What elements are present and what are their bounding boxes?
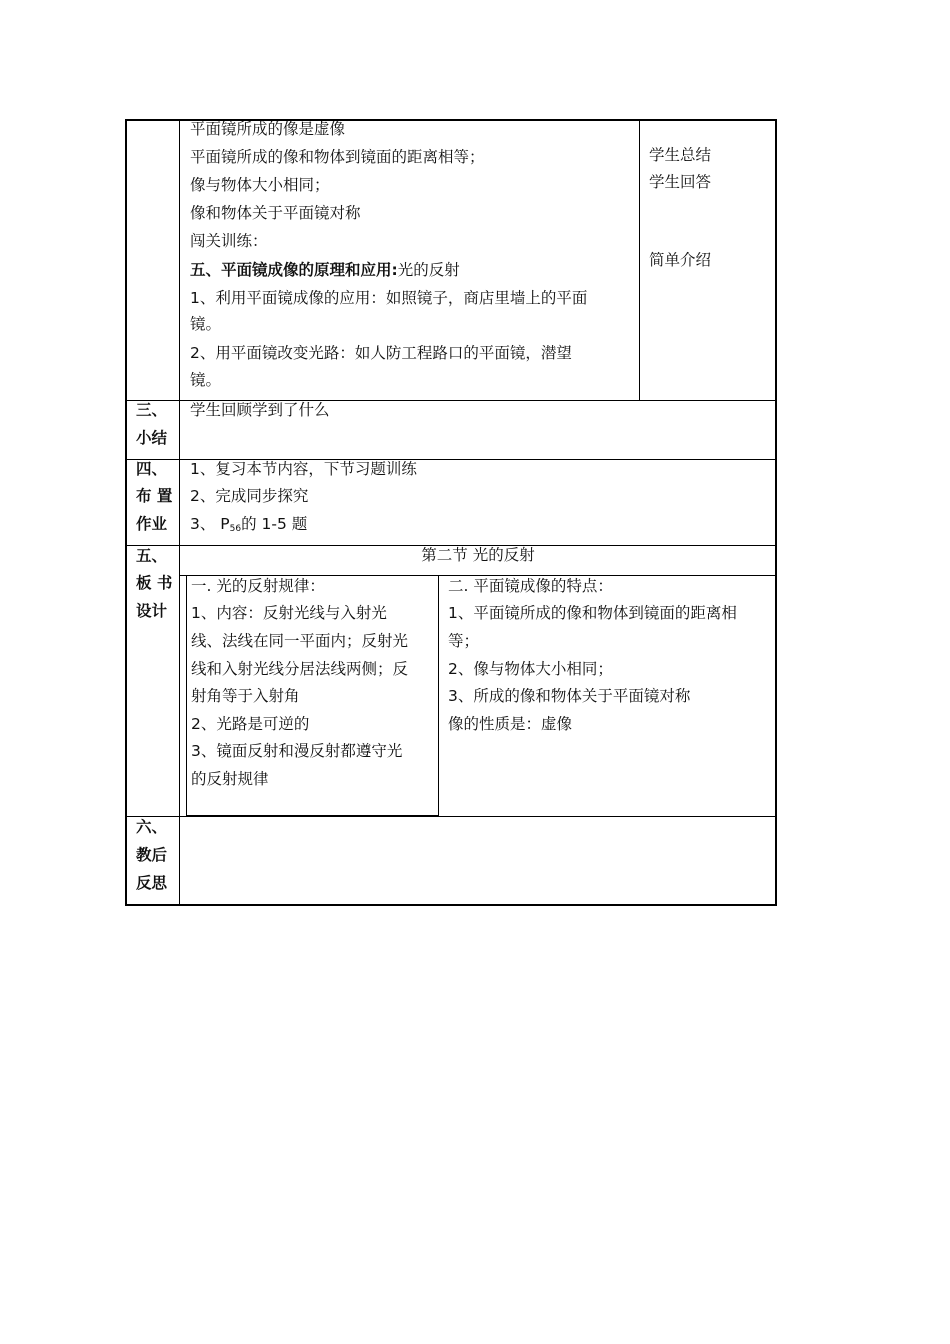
board-right-line: 2、像与物体大小相同；	[448, 660, 613, 678]
row-label: 六、	[136, 818, 168, 836]
board-title: 第二节 光的反射	[421, 546, 535, 564]
homework-item3-subscript: 56	[229, 524, 242, 534]
content-line: 2、用平面镜改变光路：如人防工程路口的平面镜，潜望	[190, 344, 572, 362]
notes-column-divider	[639, 119, 640, 401]
label-column-divider	[179, 119, 180, 906]
board-middle-divider	[438, 575, 439, 816]
board-right-line: 1、平面镜所成的像和物体到镜面的距离相	[448, 604, 737, 622]
content-line: 镜。	[190, 371, 222, 389]
board-right-line: 3、所成的像和物体关于平面镜对称	[448, 687, 691, 705]
row-label: 三、	[136, 401, 168, 419]
homework-item3-suffix: 的 1-5 题	[241, 515, 308, 533]
content-line: 像和物体关于平面镜对称	[190, 204, 361, 222]
board-left-line: 的反射规律	[191, 770, 269, 788]
section-heading-rest: 光的反射	[397, 261, 460, 279]
board-left-line: 2、光路是可逆的	[191, 715, 310, 733]
board-left-line: 3、镜面反射和漫反射都遵守光	[191, 742, 403, 760]
content-line: 1、利用平面镜成像的应用：如照镜子，商店里墙上的平面	[190, 289, 588, 307]
homework-item3-prefix: 3、 P	[190, 515, 230, 533]
row-label: 教后	[136, 846, 168, 864]
row-label: 板 书	[136, 574, 173, 592]
side-note: 简单介绍	[649, 251, 712, 269]
content-line: 像与物体大小相同；	[190, 176, 330, 194]
content-line: 闯关训练：	[190, 232, 268, 250]
board-left-line: 一. 光的反射规律：	[191, 577, 325, 595]
row-label: 反思	[136, 874, 168, 892]
summary-content: 学生回顾学到了什么	[190, 401, 330, 419]
board-right-line: 二. 平面镜成像的特点：	[448, 577, 613, 595]
row-label: 设计	[136, 602, 168, 620]
side-note: 学生总结	[649, 146, 712, 164]
content-line: 平面镜所成的像和物体到镜面的距离相等；	[190, 148, 485, 166]
homework-item: 2、完成同步探究	[190, 487, 309, 505]
homework-item	[190, 510, 307, 543]
board-right-line: 等；	[448, 632, 480, 650]
board-right-line: 像的性质是：虚像	[448, 715, 573, 733]
row-label: 小结	[136, 429, 168, 447]
homework-item: 1、复习本节内容，下节习题训练	[190, 460, 417, 478]
side-note: 学生回答	[649, 173, 712, 191]
board-left-line: 射角等于入射角	[191, 687, 300, 705]
board-inner-left	[186, 575, 187, 816]
board-left-line: 1、内容：反射光线与入射光	[191, 604, 387, 622]
row-divider-4	[125, 816, 777, 817]
board-left-line: 线、法线在同一平面内；反射光	[191, 632, 409, 650]
row-label: 五、	[136, 547, 168, 565]
section-heading	[190, 256, 460, 284]
row-label: 布 置	[136, 487, 173, 505]
row-label: 作业	[136, 515, 168, 533]
section-heading-bold: 五、平面镜成像的原理和应用:	[190, 261, 398, 279]
content-line: 平面镜所成的像是虚像	[190, 120, 346, 138]
content-line: 镜。	[190, 315, 222, 333]
row-label: 四、	[136, 460, 168, 478]
board-left-line: 线和入射光线分居法线两侧；反	[191, 660, 409, 678]
